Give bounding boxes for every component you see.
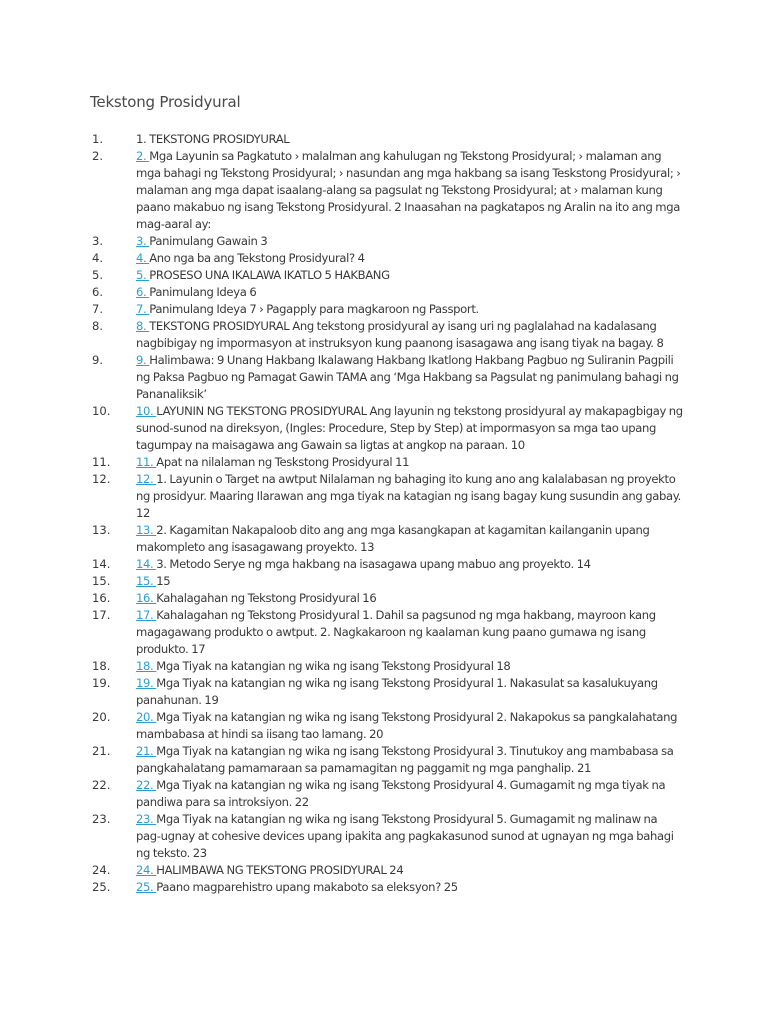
list-item [0,811,768,862]
slide-link[interactable]: 13. [136,523,157,537]
item-number: 9. [92,353,104,367]
list-item [0,318,768,352]
slide-link[interactable]: 25. [136,880,157,894]
list-item [0,522,768,556]
item-text: 2. Kagamitan Nakapaloob dito ang ang mga kasangkapan at kagamitan kailanganin upang makompleto ang isasagawang proyekto. 13 [136,523,650,554]
item-text: TEKSTONG PROSIDYURAL Ang tekstong prosidyural ay isang uri ng paglalahad na kadalasang nagbibigay ng impormasyon at instruksyon kung paanong isasagawa ang isang tiyak na bagay. 8 [136,319,664,350]
item-text: Halimbawa: 9 Unang Hakbang Ikalawang Hakbang Ikatlong Hakbang Pagbuo ng Suliranin Pagpili ng Paksa Pagbuo ng Pamagat Gawin TAMA ang ‘Mga Hakbang sa Pagsulat ng panimulang bahagi ng Pananaliksik’ [136,353,679,401]
item-number: 5. [92,268,104,282]
item-number: 11. [92,455,111,469]
item-text: Mga Tiyak na katangian ng wika ng isang Tekstong Prosidyural 1. Nakasulat sa kasalukuyang panahunan. 19 [136,676,658,707]
list-item [0,471,768,522]
item-text: Kahalagahan ng Tekstong Prosidyural 1. Dahil sa pagsunod ng mga hakbang, mayroon kang magagawang produkto o awtput. 2. Nagkakaroon ng kaalaman kung paano gumawa ng isang produkto. 17 [136,608,656,656]
list-item [0,148,768,233]
item-number: 2. [92,149,104,163]
item-text: Mga Tiyak na katangian ng wika ng isang Tekstong Prosidyural 4. Gumagamit ng mga tiyak na pandiwa para sa introksiyon. 22 [136,778,666,809]
item-text: Kahalagahan ng Tekstong Prosidyural 16 [156,591,377,605]
item-body [136,607,684,658]
slide-link[interactable]: 24. [136,863,157,877]
item-body [136,250,684,267]
item-body [136,675,684,709]
item-number: 22. [92,778,111,792]
item-number: 16. [92,591,111,605]
item-body [136,862,684,879]
list-item [0,590,768,607]
list-item [0,658,768,675]
slide-link[interactable]: 19. [136,676,157,690]
item-body [136,522,684,556]
list-item [0,301,768,318]
list-item [0,675,768,709]
item-text: PROSESO UNA IKALAWA IKATLO 5 HAKBANG [149,268,390,282]
item-number: 17. [92,608,111,622]
slide-link[interactable]: 15. [136,574,157,588]
item-text: 1. Layunin o Target na awtput Nilalaman ng bahaging ito kung ano ang kalalabasan ng proyekto ng prosidyur. Maaring Ilarawan ang mga tiyak na katagian ng isang bagay kung susundin ang gabay. 12 [136,472,681,520]
item-number: 3. [92,234,104,248]
item-body [136,352,684,403]
item-text: Paano magparehistro upang makaboto sa eleksyon? 25 [156,880,458,894]
list-item [0,131,768,148]
item-number: 10. [92,404,111,418]
item-number: 19. [92,676,111,690]
slide-link[interactable]: 10. [136,404,157,418]
slide-link[interactable]: 16. [136,591,157,605]
list-item [0,607,768,658]
list-item [0,233,768,250]
item-body [136,318,684,352]
item-body [136,879,684,896]
slide-link[interactable]: 9. [136,353,150,367]
item-text: 1. TEKSTONG PROSIDYURAL [136,132,290,146]
slide-link[interactable]: 6. [136,285,150,299]
item-text: Panimulang Ideya 6 [149,285,257,299]
item-text: Panimulang Gawain 3 [149,234,268,248]
list-item [0,403,768,454]
slide-link[interactable]: 8. [136,319,150,333]
item-text: 15 [156,574,171,588]
item-text: Apat na nilalaman ng Teskstong Prosidyural 11 [156,455,410,469]
item-text: LAYUNIN NG TEKSTONG PROSIDYURAL Ang layunin ng tekstong prosidyural ay makapagbigay ng sunod-sunod na direksyon, (Ingles: Procedure, Step by Step) at impormasyon sa mga tao upang tagumpay na maisagawa ang Gawain sa ligtas at angkop na paraan. 10 [136,404,683,452]
slide-link[interactable]: 11. [136,455,157,469]
item-number: 6. [92,285,104,299]
item-number: 13. [92,523,111,537]
list-item [0,862,768,879]
item-number: 18. [92,659,111,673]
item-body [136,590,684,607]
slide-link[interactable]: 20. [136,710,157,724]
slide-link[interactable]: 2. [136,149,150,163]
item-body [136,131,684,148]
item-number: 14. [92,557,111,571]
slide-list [0,131,768,896]
item-body [136,233,684,250]
list-item [0,267,768,284]
list-item [0,573,768,590]
list-item [0,709,768,743]
item-body [136,267,684,284]
item-body [136,658,684,675]
item-number: 23. [92,812,111,826]
slide-link[interactable]: 12. [136,472,157,486]
page-title: Tekstong Prosidyural [90,93,241,111]
slide-link[interactable]: 21. [136,744,157,758]
item-body [136,556,684,573]
item-body [136,403,684,454]
slide-link[interactable]: 18. [136,659,157,673]
list-item [0,743,768,777]
item-text: Mga Layunin sa Pagkatuto › malalman ang kahulugan ng Tekstong Prosidyural; › malaman ang mga bahagi ng Tekstong Prosidyural; › nasundan ang mga hakbang sa isang Teskstong Prosidyural; › malaman ang mga dapat isaalang-alang sa pagsulat ng Tekstong Prosidyural; at › malaman kung paano makabuo ng isang Tekstong Prosidyural. 2 Inaasahan na pagkatapos ng Aralin na ito ang mga mag-aaral ay: [136,149,681,231]
item-body [136,709,684,743]
item-body [136,573,684,590]
item-body [136,811,684,862]
item-body [136,471,684,522]
item-text: Mga Tiyak na katangian ng wika ng isang Tekstong Prosidyural 5. Gumagamit ng malinaw na pag-ugnay at cohesive devices upang ipakita ang pagkakasunod sunod at ugnayan ng mga bahagi ng teksto. 23 [136,812,674,860]
slide-link[interactable]: 3. [136,234,150,248]
item-body [136,148,684,233]
list-item [0,454,768,471]
item-number: 4. [92,251,104,265]
item-body [136,284,684,301]
list-item [0,250,768,267]
slide-link[interactable]: 4. [136,251,150,265]
item-number: 21. [92,744,111,758]
item-text: HALIMBAWA NG TEKSTONG PROSIDYURAL 24 [156,863,404,877]
slide-link[interactable]: 14. [136,557,157,571]
list-item [0,777,768,811]
item-number: 1. [92,132,104,146]
item-number: 25. [92,880,111,894]
item-body [136,777,684,811]
item-text: Mga Tiyak na katangian ng wika ng isang Tekstong Prosidyural 3. Tinutukoy ang mambabasa sa pangkahalatang pamamaraan sa pamamagitan ng paggamit ng mga panghalip. 21 [136,744,674,775]
item-text: Mga Tiyak na katangian ng wika ng isang Tekstong Prosidyural 2. Nakapokus sa pangkalahatang mambabasa at hindi sa iisang tao lamang. 20 [136,710,678,741]
item-number: 12. [92,472,111,486]
item-text: Mga Tiyak na katangian ng wika ng isang Tekstong Prosidyural 18 [156,659,511,673]
list-item [0,556,768,573]
slide-link[interactable]: 17. [136,608,157,622]
item-number: 8. [92,319,104,333]
slide-link[interactable]: 23. [136,812,157,826]
slide-link[interactable]: 22. [136,778,157,792]
item-text: 3. Metodo Serye ng mga hakbang na isasagawa upang mabuo ang proyekto. 14 [156,557,591,571]
list-item [0,284,768,301]
item-number: 7. [92,302,104,316]
list-item [0,352,768,403]
item-number: 20. [92,710,111,724]
slide-link[interactable]: 7. [136,302,150,316]
item-number: 24. [92,863,111,877]
list-item [0,879,768,896]
item-body [136,454,684,471]
item-number: 15. [92,574,111,588]
item-text: Ano nga ba ang Tekstong Prosidyural? 4 [149,251,365,265]
item-body [136,743,684,777]
item-text: Panimulang Ideya 7 › Pagapply para magkaroon ng Passport. [149,302,479,316]
slide-link[interactable]: 5. [136,268,150,282]
item-body [136,301,684,318]
